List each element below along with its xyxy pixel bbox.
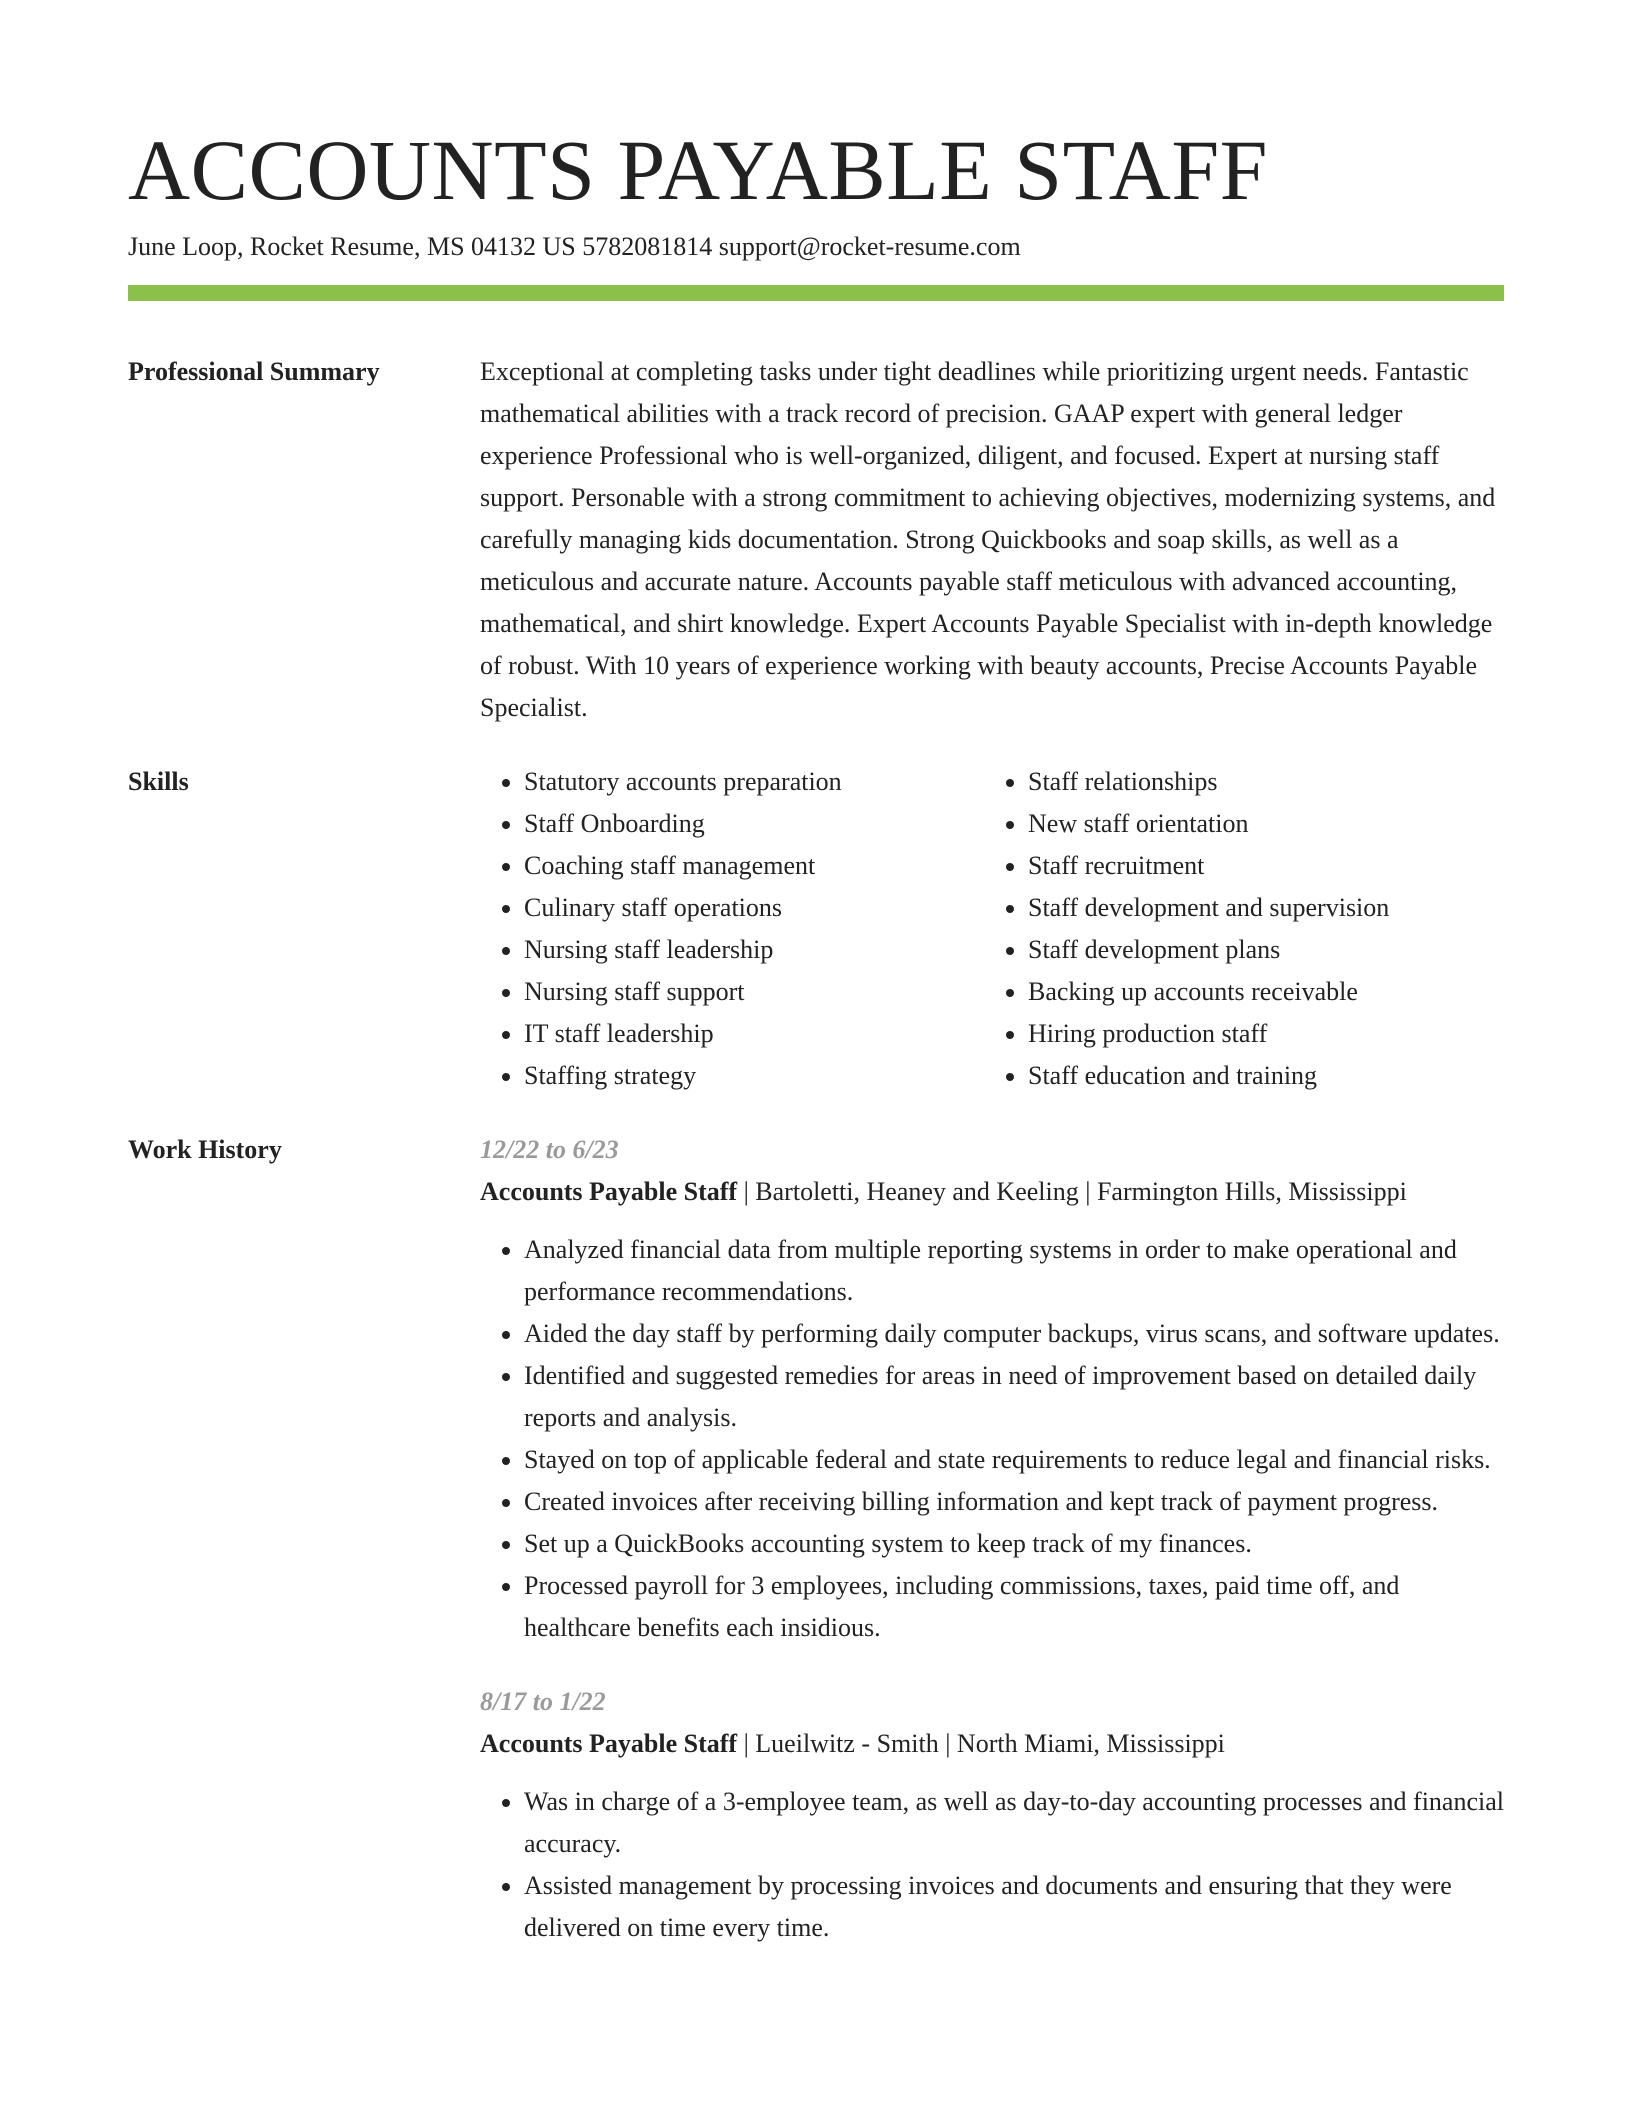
skill-item: • IT staff leadership — [524, 1013, 984, 1055]
skill-item: • Staff Onboarding — [524, 803, 984, 845]
work-history-body — [480, 1129, 1504, 1949]
job-bullet: • Created invoices after receiving billing information and kept track of payment progress. — [524, 1481, 1504, 1523]
job-title-line — [480, 1723, 1504, 1765]
skill-item: • Backing up accounts receivable — [1028, 971, 1488, 1013]
job-dates: 12/22 to 6/23 — [480, 1135, 619, 1164]
section-label-professional-summary: Professional Summary — [128, 357, 380, 386]
summary-text: Exceptional at completing tasks under tight deadlines while prioritizing urgent needs. Fantastic mathematical abilities with a track record of precision. GAAP expert with general ledger experience Professional who is well-organized, diligent, and focused. Expert at nursing staff support. Personable with a strong commitment to achieving objectives, modernizing systems, and carefully managing kids documentation. Strong Quickbooks and soap skills, as well as a meticulous and accurate nature. Accounts payable staff meticulous with advanced accounting, mathematical, and shirt knowledge. Expert Accounts Payable Specialist with in-depth knowledge of robust. With 10 years of experience working with beauty accounts, Precise Accounts Payable Specialist. — [480, 357, 1496, 722]
skills-columns — [480, 761, 1504, 1097]
job-bullet: • Was in charge of a 3-employee team, as well as day-to-day accounting processes and financial accuracy. — [524, 1781, 1504, 1865]
header-divider — [128, 285, 1504, 301]
job-bullet: • Identified and suggested remedies for areas in need of improvement based on detailed daily reports and analysis. — [524, 1355, 1504, 1439]
job-entry — [480, 1129, 1504, 1649]
job-title: Accounts Payable Staff — [480, 1729, 738, 1758]
job-bullet: • Stayed on top of applicable federal and state requirements to reduce legal and financial risks. — [524, 1439, 1504, 1481]
skill-item: • Hiring production staff — [1028, 1013, 1488, 1055]
skill-item: • Nursing staff leadership — [524, 929, 984, 971]
skills-body — [480, 761, 1504, 1097]
skill-item: • Staff recruitment — [1028, 845, 1488, 887]
skill-item: • Staff education and training — [1028, 1055, 1488, 1097]
job-title-line — [480, 1171, 1504, 1213]
job-bullet: • Aided the day staff by performing daily computer backups, virus scans, and software updates. — [524, 1313, 1504, 1355]
skill-item: • Staff development and supervision — [1028, 887, 1488, 929]
skills-list-right — [984, 761, 1488, 1097]
resume-page — [128, 0, 1504, 1949]
section-label-work-history: Work History — [128, 1135, 282, 1164]
job-employer-location: | Lueilwitz - Smith | North Miami, Mississippi — [737, 1729, 1225, 1758]
skill-item: • Nursing staff support — [524, 971, 984, 1013]
skills-list-left — [480, 761, 984, 1097]
job-employer-location: | Bartoletti, Heaney and Keeling | Farmington Hills, Mississippi — [737, 1177, 1407, 1206]
job-title: Accounts Payable Staff — [480, 1177, 738, 1206]
skill-item: • Culinary staff operations — [524, 887, 984, 929]
job-entry — [480, 1681, 1504, 1949]
professional-summary-section — [128, 351, 1504, 729]
job-bullet: • Processed payroll for 3 employees, including commissions, taxes, paid time off, and healthcare benefits each insidious. — [524, 1565, 1504, 1649]
resume-title: ACCOUNTS PAYABLE STAFF — [128, 122, 1269, 218]
job-bullet: • Assisted management by processing invoices and documents and ensuring that they were delivered on time every time. — [524, 1865, 1504, 1949]
summary-body — [480, 351, 1504, 729]
skills-section — [128, 761, 1504, 1097]
job-bullet-list — [480, 1781, 1504, 1949]
section-label-skills: Skills — [128, 767, 189, 796]
skill-item: • Coaching staff management — [524, 845, 984, 887]
contact-line: June Loop, Rocket Resume, MS 04132 US 5782081814 support@rocket-resume.com — [128, 232, 1021, 261]
job-dates: 8/17 to 1/22 — [480, 1687, 606, 1716]
skill-item: • Statutory accounts preparation — [524, 761, 984, 803]
skill-item: • Staffing strategy — [524, 1055, 984, 1097]
job-bullet-list — [480, 1229, 1504, 1649]
skill-item: • Staff development plans — [1028, 929, 1488, 971]
work-history-section — [128, 1129, 1504, 1949]
skill-item: • New staff orientation — [1028, 803, 1488, 845]
job-bullet: • Set up a QuickBooks accounting system to keep track of my finances. — [524, 1523, 1504, 1565]
job-bullet: • Analyzed financial data from multiple reporting systems in order to make operational and performance recommendations. — [524, 1229, 1504, 1313]
skill-item: • Staff relationships — [1028, 761, 1488, 803]
